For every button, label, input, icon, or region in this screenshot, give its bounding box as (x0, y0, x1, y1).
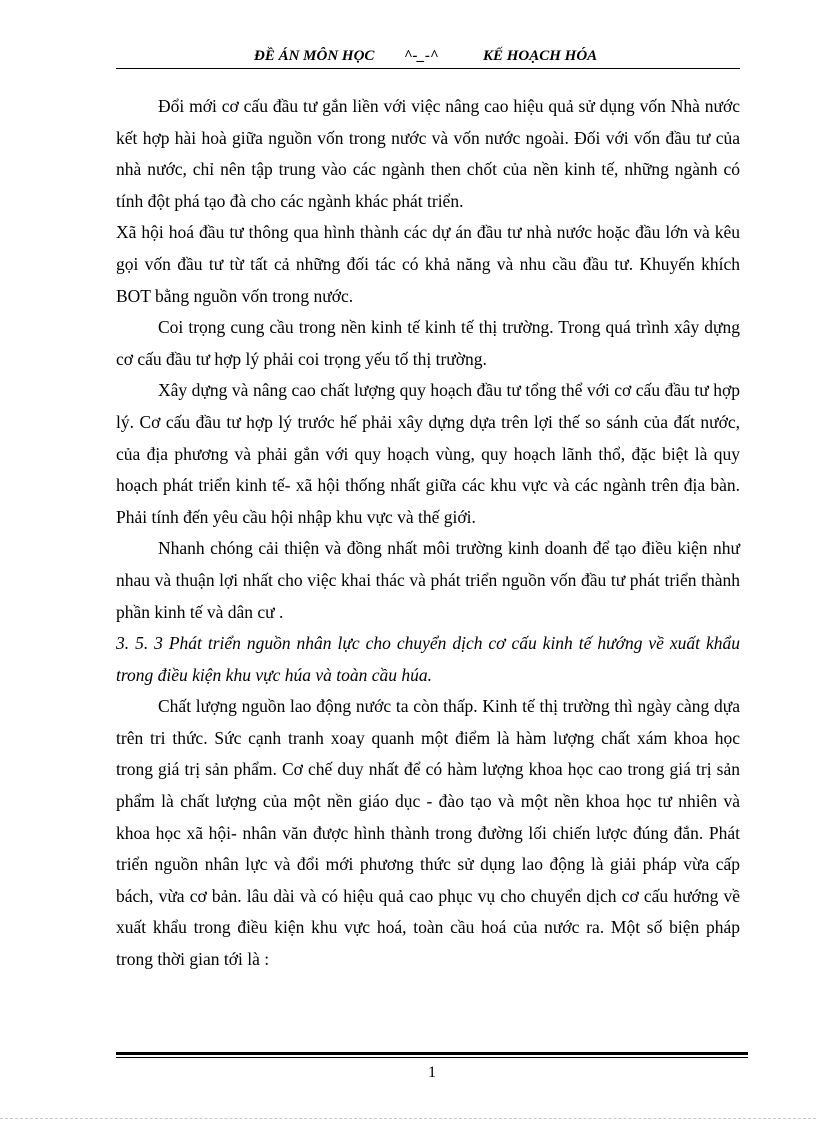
header-title-right: KẾ HOẠCH HÓA (483, 48, 598, 64)
page-boundary (0, 1118, 816, 1119)
header-title-left: ĐỀ ÁN MÔN HỌC (254, 48, 375, 64)
footer-rule-thick (116, 1052, 748, 1055)
paragraph: Xã hội hoá đầu tư thông qua hình thành các dự án đầu tư nhà nước hoặc đầu lớn và kêu gọi vốn đầu tư từ tất cả những đối tác có khả năng và nhu cầu đầu tư. Khuyến khích BOT bằng nguồn vốn trong nước. (116, 222, 740, 306)
footer-rule-thin (116, 1057, 748, 1058)
paragraph: Coi trọng cung cầu trong nền kinh tế kinh tế thị trường. Trong quá trình xây dựng cơ cấu đầu tư hợp lý phải coi trọng yếu tố thị trường. (116, 317, 740, 369)
header-emoticon: ^-_-^ (404, 48, 439, 64)
section-heading: 3. 5. 3 Phát triển nguồn nhân lực cho chuyển dịch cơ cấu kinh tế hướng về xuất khẩu trong điều kiện khu vực húa và toàn cầu húa. (116, 633, 740, 685)
paragraph: Nhanh chóng cải thiện và đồng nhất môi trường kinh doanh để tạo điều kiện như nhau và thuận lợi nhất cho việc khai thác và phát triển nguồn vốn đầu tư phát triển thành phần kinh tế và dân cư . (116, 538, 740, 622)
document-body (116, 91, 740, 976)
paragraph: Đổi mới cơ cấu đầu tư gắn liền với việc nâng cao hiệu quả sử dụng vốn Nhà nước kết hợp hài hoà giữa nguồn vốn trong nước và vốn nước ngoài. Đối với vốn đầu tư của nhà nước, chỉ nên tập trung vào các ngành then chốt của nền kinh tế, những ngành có tính đột phá tạo đà cho các ngành khác phát triển. (116, 96, 740, 211)
header-rule (116, 68, 740, 69)
paragraph: Xây dựng và nâng cao chất lượng quy hoạch đầu tư tổng thể với cơ cấu đầu tư hợp lý. Cơ cấu đầu tư hợp lý trước hế phải xây dựng dựa trên lợi thế so sánh của đất nước, của địa phương và phải gắn với quy hoạch vùng, quy hoạch lãnh thổ, đặc biệt là quy hoạch phát triển kinh tế- xã hội thống nhất giữa các khu vực và các ngành trên địa bàn. Phải tính đến yêu cầu hội nhập khu vực và thế giới. (116, 380, 740, 527)
page-header (116, 48, 740, 68)
page-number: 1 (428, 1064, 436, 1081)
paragraph: Chất lượng nguồn lao động nước ta còn thấp. Kinh tế thị trường thì ngày càng dựa trên tri thức. Sức cạnh tranh xoay quanh một điểm là hàm lượng chất xám khoa học trong giá trị sản phẩm. Cơ chế duy nhất để có hàm lượng khoa học cao trong giá trị sản phẩm là chất lượng của một nền giáo dục - đào tạo và một nền khoa học tư nhiên và khoa học xã hội- nhân văn được hình thành trong đường lối chiến lược đúng đắn. Phát triển nguồn nhân lực và đổi mới phương thức sử dụng lao động là giải pháp vừa cấp bách, vừa cơ bản. lâu dài và có hiệu quả cao phục vụ cho chuyển dịch cơ cấu hướng về xuất khẩu trong điều kiện khu vực hoá, toàn cầu hoá của nước ra. Một số biện pháp trong thời gian tới là : (116, 696, 740, 970)
